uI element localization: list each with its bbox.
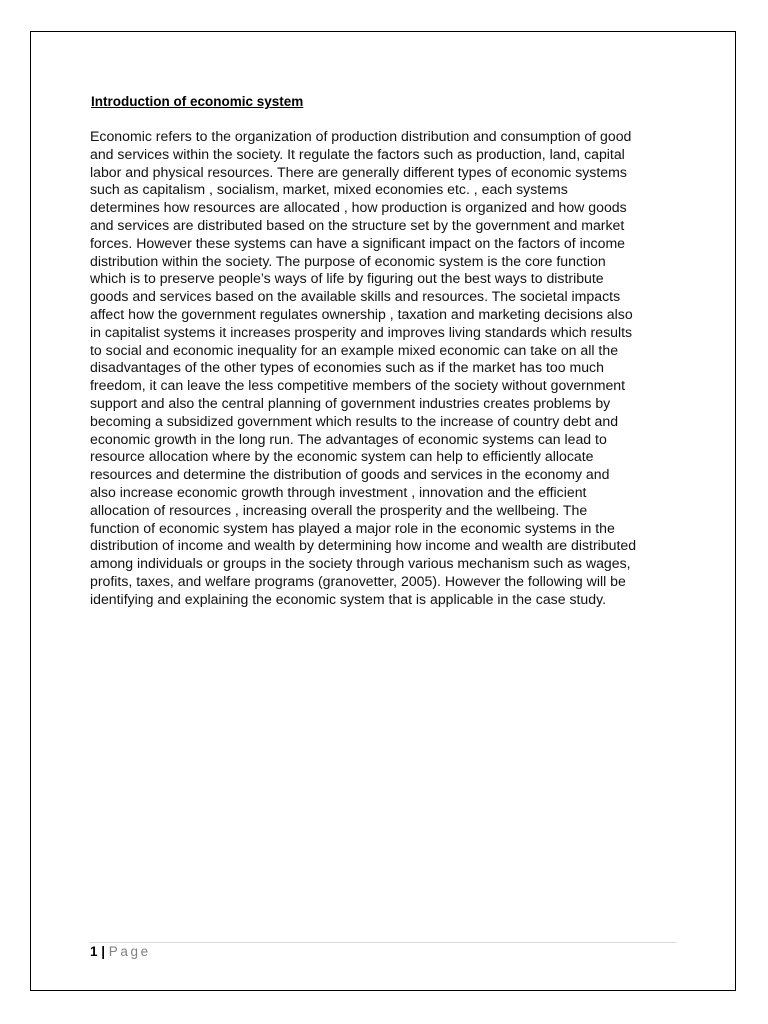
paragraph-line: such as capitalism , socialism, market, mixed economies etc. , each systems: [90, 181, 568, 198]
paragraph-line: and services are distributed based on the structure set by the government and market: [90, 216, 625, 233]
paragraph-line: Economic refers to the organization of production distribution and consumption of good: [90, 128, 632, 144]
paragraph-line: labor and physical resources. There are generally different types of economic systems: [90, 163, 627, 180]
paragraph-line: allocation of resources , increasing overall the prosperity and the wellbeing. The: [90, 501, 588, 518]
paragraph-line: resource allocation where by the economic system can help to efficiently allocate: [90, 448, 594, 465]
paragraph-line: forces. However these systems can have a significant impact on the factors of income: [90, 234, 626, 251]
paragraph-line: resources and determine the distribution of goods and services in the economy and: [90, 466, 610, 483]
body-paragraph: [90, 128, 690, 609]
paragraph-line: which is to preserve people’s ways of life by figuring out the best ways to distribute: [90, 270, 604, 287]
paragraph-line: also increase economic growth through investment , innovation and the efficient: [90, 483, 587, 500]
document-heading: Introduction of economic system: [91, 94, 304, 109]
footer-separator: |: [97, 944, 109, 959]
paragraph-line: to social and economic inequality for an example mixed economic can take on all the: [90, 341, 619, 358]
page-number: 1: [90, 944, 98, 959]
paragraph-line: freedom, it can leave the less competitive members of the society without government: [90, 377, 626, 394]
paragraph-line: affect how the government regulates ownership , taxation and marketing decisions also: [90, 305, 633, 322]
paragraph-line: identifying and explaining the economic system that is applicable in the case study.: [90, 590, 607, 607]
paragraph-line: determines how resources are allocated , how production is organized and how goods: [90, 199, 627, 216]
paragraph-line: goods and services based on the available skills and resources. The societal impacts: [90, 288, 621, 305]
paragraph-line: among individuals or groups in the society through various mechanism such as wages,: [90, 555, 631, 572]
paragraph-line: distribution within the society. The purpose of economic system is the core function: [90, 252, 606, 269]
paragraph-line: becoming a subsidized government which results to the increase of country debt and: [90, 412, 619, 429]
paragraph-line: in capitalist systems it increases prosperity and improves living standards which results: [90, 323, 633, 340]
paragraph-line: disadvantages of the other types of economies such as if the market has too much: [90, 359, 604, 376]
paragraph-line: economic growth in the long run. The advantages of economic systems can lead to: [90, 430, 607, 447]
page-footer: [90, 944, 151, 959]
paragraph-line: distribution of income and wealth by determining how income and wealth are distributed: [90, 537, 637, 554]
paragraph-line: function of economic system has played a major role in the economic systems in the: [90, 519, 615, 536]
page-label: Page: [108, 944, 151, 959]
paragraph-line: support and also the central planning of government industries creates problems by: [90, 394, 611, 411]
paragraph-line: profits, taxes, and welfare programs (granovetter, 2005). However the following will be: [90, 572, 626, 589]
paragraph-line: and services within the society. It regulate the factors such as production, land, capital: [90, 145, 625, 162]
footer-divider: [89, 942, 676, 943]
